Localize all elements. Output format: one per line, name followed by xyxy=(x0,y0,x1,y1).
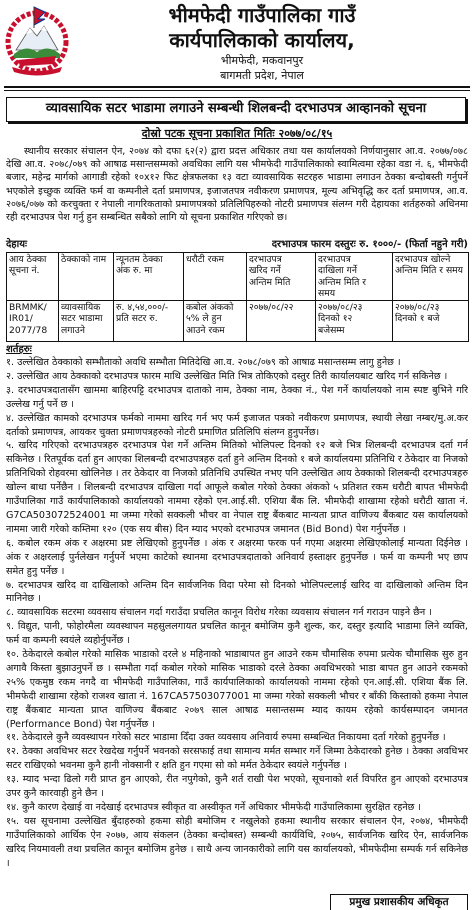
condition-item: ५. खरिद गरिएको दरभाउपत्रहरु दरभाउपत्र पेश गर्ने अन्तिम मितिको भोलिपल्ट दिनको १२ बजे भित्र शिलबन्दी दरभाउपत्र दर्ता गर्न सकिनेछ । रितपूर्वक दर्ता हुन आएका शिलबन्दी दरभाउपत्रहरु दर्ता हुने अन्तिम दिनको १ बजे कार्यालयमा प्रतिनिधि र ठेकेदार वा निजको प्रतिनिधिको रोहवरमा खोलिनेछ । तर ठेकेदार वा निजको प्रतिनिधि उपस्थित नभए पनि उल्लेखित आय ठेक्काको शिलबन्दी दरभाउपत्रहरु खोल्न बाधा पर्नेछैन । शिलबन्दी दरभाउपत्र दाखिला गर्दा आफूले कबोल गरेको ठेक्का अंकको ५ प्रतिशत रकम धरौटी बापत भीमफेदी गाउँपालिका गाउँ कार्यपालिकाको कार्यालयको नाममा रहेको एन.आई.सी. एशिया बैंक लि. भीमफेदी शाखामा रहेको धरौटी खाता नं. G7CA503072524001 मा जम्मा गरेको सक्कली भौचर वा नेपाल राष्ट्र बैंकबाट मान्यता प्राप्त वाणिज्य बैंकबाट यस कार्यालयको नाममा जारी गरेको कम्तिमा १२० (एक सय बीस) दिन म्याद भएको दरभाउपत्र जमानत (Bid Bond) पेश गर्नुपर्नेछ । xyxy=(6,440,468,535)
header-deposit: धरौटी रकम xyxy=(184,253,247,301)
form-fee-text: दरभाउपत्र फारम दस्तुरः रु. १०००/- (फिर्ता नहुने गरी) xyxy=(271,239,468,250)
cell-min-amount: रु. ४,५४,०००/- प्रति सटर रु. xyxy=(114,301,184,342)
table-header-row xyxy=(7,253,469,301)
condition-item: २. उल्लेखित आय ठेक्काको दरभाउपत्र फारम माथि उल्लेखित मिति भित्र तोकिएको दस्तुर तिरी कार्यालयबाट खरिद गर्न सकिनेछ । xyxy=(6,370,448,382)
condition-item: ७. दरभाउपत्र खरिद वा दाखिलाको अन्तिम दिन सार्वजनिक विदा परेमा सो दिनको भोलिपल्टलाई खरिद वा दाखिलाको अन्तिम दिन मानिनेछ । xyxy=(6,579,468,605)
office-address-line1: भीमफेदी, मकवानपुर xyxy=(220,54,304,67)
intro-paragraph: स्थानीय सरकार संचालन ऐन, २०७४ को दफा ६२(२) द्वारा प्रदत्त अधिकार तथा यस कार्यालयको निर्णयानुसार आ.व. २०७७/०७८ देखि आ.व. २०७८/०७९ को आषाढ मसान्तसम्मको अवधिका लागि यस भीमफेदी गाउँपालिकाको स्वामित्वमा रहेका वडा नं. ६, भीमफेदी बजार, महेन्द्र मार्गको आगाडी रहेको १०x१२ फिट क्षेत्रफलका १३ वटा व्यावसायिक सटरहरु भाडामा लगाउन ठेक्का बन्दोबस्ती गर्नुपर्ने भएकोले इच्छुक व्यक्ति फर्म वा कम्पनीले दर्ता प्रमाणपत्र, इजाजतपत्र नवीकरण प्रमाणपत्र, मूल्य अभिवृद्धि कर दर्ता प्रमाणपत्र, आ.व. २०७६/०७७ को करचुक्ता र नेपाली नागरिकताको प्रमाणपत्रको प्रतिलिपिहरुको नोटरी प्रमाणपत्र संलग्न गरी देहायका शर्तहरुको अधिनमा रही दरभाउपत्र पेश गर्नु हुन सम्बन्धित सबैको लागि यो सूचना प्रकाशित गरिएको छ। xyxy=(6,146,468,224)
header-divider-thin xyxy=(4,90,470,91)
dehay-label: देहायः xyxy=(6,239,28,250)
header-opening-time: दरभाउपत्र खोल्ने अन्तिम मिति र समय xyxy=(393,253,469,301)
notice-title: व्यावसायिक सटर भाडामा लगाउने सम्बन्धी शिलबन्दी दरभाउपत्र आव्हानको सूचना xyxy=(6,97,466,122)
header-contract-name: ठेक्काको नाम xyxy=(59,253,114,301)
condition-item: १२. ठेक्का अवधिभर सटर रेखदेख गर्नुपर्ने भवनको सरसफाई तथा सामान्य मर्मत सम्भार गर्ने जिम्मा ठेकेदारको हुनेछ । ठेक्का अवधिभर सटर राखिएको भवनमा कुनै हानी नोक्सानी र क्षति हुन गएमा सो को मर्मत ठेकेदार स्वयंले गर्नुपर्नेछ । xyxy=(6,746,468,772)
cell-submission-deadline: २०७७/०८/२३ दिनको १२ बजेसम्म xyxy=(316,301,393,342)
office-name-line2: कार्यपालिकाको कार्यालय, xyxy=(169,28,355,52)
condition-item: १५. यस सूचनामा उल्लेखित बुँदाहरुको हकमा सोही बमोजिम र नखुलेको हकमा स्थानीय सरकार संचालन ऐन, २०७४, भीमफेदी गाउँपालिकाको आर्थिक ऐन २०७७, आय संकलन (ठेक्का बन्दोबस्त) सम्बन्धी कार्यविधि, २०७५, सार्वजनिक खरिद ऐन, सार्वजनिक खरिद नियमावली तथा प्रचलित कानून बमोजिम हुनेछ । साथै अन्य जानकारीको लागि यस कार्यालयको, भीमफेदीमा सम्पर्क गर्न सकिनेछ । xyxy=(6,815,468,869)
contract-table xyxy=(6,252,469,342)
cell-notice-no: BRMMK/ IR01/ 2077/78 xyxy=(7,301,59,342)
conditions-heading: शर्तहरुः xyxy=(6,344,32,355)
header-submission-deadline: दरभाउपत्र दाखिला गर्ने अन्तिम मिति र समय xyxy=(316,253,393,301)
condition-item: ६. कबोल रकम अंक र अक्षरमा प्रष्ट लेखिएको हुनुपर्नेछ । अंक र अक्षरमा फरक पर्न गएमा अक्षरमा लेखिएकोलाई मान्यता दिईनेछ । अंक र अक्षरलाई पुर्नलेखन गर्नुपर्ने भएमा काटेको स्थानमा दरभाउपत्रदाताको अनिवार्य हस्ताक्षर हुनुपर्नेछ । फर्म वा कम्पनी भए छाप समेत हुनु पर्नेछ । xyxy=(6,537,468,577)
condition-item: १४. कुनै कारण देखाई वा नदेखाई दरभाउपत्र स्वीकृत वा अस्वीकृत गर्ने अधिकार भीमफेदी गाउँपालिकामा सुरक्षित रहनेछ । xyxy=(6,802,422,813)
cell-opening-time: २०७७/०८/२३ दिनको १ बजे xyxy=(393,301,469,342)
publish-date-text: दोस्रो पटक सूचना प्रकाशित मितिः २०७७/०८/१५ xyxy=(141,127,333,140)
condition-item: १०. ठेकेदारले कबोल गरेको मासिक भाडाको दरले ४ महिनाको भाडाबापत हुन आउने रकम चौमासिक रुपमा प्रत्येक चौमासिक सुरु हुन अगावै किस्ता बुझाउनुपर्ने छ । सम्भौता गर्दा कबोल गरेको मासिक भाडाको दरले ठेक्का अवधिभरको भाडा बापत हुन आउने रकमको २५% एकमुष्ठ रकम नगदै वा भीमफेदी गाउँपालिका, गाउँ कार्यपालिकाको कार्यालयको नाममा रहेको एन.आई.सी. एशिया बैंक लि. भीमफेदी शाखामा रहेको राजश्व खाता नं. 167CA57503077001 मा जम्मा गरेको सक्कली भौचर र बाँकी किस्ताको हकमा नेपाल राष्ट्र बैंकबाट मान्यता प्राप्त वाणिज्य बैंकबाट २०७९ साल आषाढ मसान्तसम्म म्याद कायम रहेको कार्यसम्पादन जमानत (Performance Bond) पेश गर्नुपर्नेछ । xyxy=(6,649,468,730)
condition-item: ४. उल्लेखित कामको दरभाउपत्र फर्मको नाममा खरिद गर्न भए फर्म इजाजत पत्रको नवीकरण प्रमाणपत्र, स्थायी लेखा नम्बर/मु.अ.कर दर्ताको प्रमाणपत्र, आयकर चुक्ता प्रमाणपत्रहरुको नोटरी प्रमाणित प्रतिलिपि संलग्न हुनुपर्नेछ। xyxy=(6,412,468,438)
header-notice-no: आय ठेक्का सूचना नं. xyxy=(7,253,59,301)
condition-item: ११. ठेकेदारले कुनै व्यवस्थापन गरेको सटर भाडामा दिँदा उक्त व्यवसाय अनिवार्य रुपमा सम्बन्धित निकायमा दर्ता गरेको हुनुपर्नेछ । xyxy=(6,732,446,744)
nepal-emblem-icon xyxy=(4,4,70,76)
publish-date-line xyxy=(6,127,468,142)
condition-item: ३. दरभाउपत्रदातासँग खाममा बाहिरपट्टि दरभाउपत्र दाताको नाम, ठेक्का नाम, ठेक्का नं., पेश गर्ने कार्यालयको नाम स्पष्ट बुभिने गरि उल्लेख गर्नु पर्ने छ । xyxy=(6,384,468,410)
header-divider xyxy=(4,86,470,88)
condition-item: १३. म्याद भन्दा ढिलो गरी प्राप्त हुन आएको, रीत नपुगेको, कुनै शर्त राखी पेश भएको, सूचनाको शर्त विपरित हुन आएको दरभाउपत्र उपर कुनै कारवाही हुने छैन । xyxy=(6,774,468,800)
condition-item: ८. व्यावसायिक सटरमा व्यवसाय संचालन गर्दा गराउँदा प्रचलित कानून विरोध गरेका व्यवसाय संचालन गर्न गराउन पाइने छैन । xyxy=(6,607,432,619)
cell-contract-name: व्यावसायिक सटर भाडामा लगाउने xyxy=(59,301,114,342)
office-name-line1: भीमफेदी गाउँपालिका गाउँ xyxy=(168,3,356,27)
table-row xyxy=(7,301,469,342)
conditions-list xyxy=(6,356,468,892)
cell-deposit: कबोल अंकको ५% ले हुन आउने रकम xyxy=(184,301,247,342)
header-min-amount: न्यूनतम ठेक्का अंक रु. मा xyxy=(114,253,184,301)
signature-title: प्रमुख प्रशासकीय अधिकृत xyxy=(330,894,468,910)
cell-purchase-deadline: २०७७/०८/२२ xyxy=(247,301,316,342)
office-address-line2: बागमती प्रदेश, नेपाल xyxy=(220,69,304,82)
condition-item: १. उल्लेखित ठेक्काको सम्भौताको अवधि सम्भौता मितिदेखि आ.व. २०७८/०७९ को आषाढ मसान्तसम्म लागु हुनेछ । xyxy=(6,357,401,368)
condition-item: ९. विद्युत, पानी, फोहोरमैला व्यवस्थापन महसुललगायत प्रचलित कानून बमोजिम कुनै शुल्क, कर, दस्तुर इत्यादि भाडामा लिने व्यक्ति, फर्म वा कम्पनी स्वयंले व्यहोर्नुपर्नेछ । xyxy=(6,621,468,647)
header-purchase-deadline: दरभाउपत्र खरिद गर्ने अन्तिम मिति xyxy=(247,253,316,301)
